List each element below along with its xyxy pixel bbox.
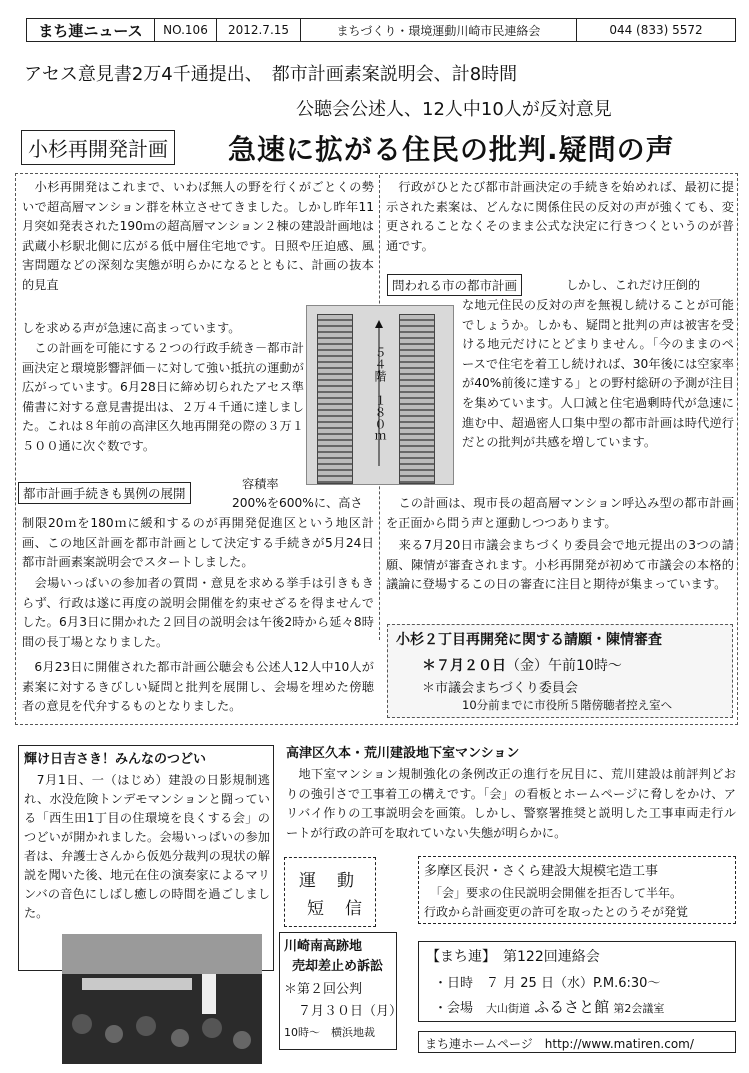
hearing-notice-box xyxy=(387,624,733,718)
left-paragraph-1-top: 小杉再開発はこれまで、いわば無人の野を行くがごとくの勢いで超高層マンション群を林立させてきました。しかし昨年11月突如発表された190ｍの超高層マンション２棟の建設計画地は武蔵小杉駅北側に広がる低中層住宅地です。日照や圧迫感、風害問題などの深刻な実態が明らかになるとともに、計画の抜本的見直 xyxy=(22,180,374,292)
hearing-time: ＊７月２０日（金）午前10時～ xyxy=(422,658,622,674)
left-paragraph-5: 6月23日に開催された都市計画公聴会も公述人12人中10人が素案に対するきびしい疑問と批判を展開し、会場を埋めた傍聴者の意見を代弁するものとなりました。 xyxy=(22,660,374,714)
left-paragraph-3-body: 制限20ｍを180ｍに緩和するのが再開発促進区という地区計画、この地区計画を都市計画として決定する手続きが5月24日都市計画素案説明会でスタートしました。 xyxy=(22,516,374,570)
article-kicker: 小杉再開発計画 xyxy=(21,130,175,165)
hearing-note: 10分前までに市役所５階傍聴者控え室へ xyxy=(462,698,673,712)
issue-number: NO.106 xyxy=(155,19,217,41)
left-paragraph-1-end: しを求める声が急速に高まっています。 xyxy=(22,321,241,335)
hearing-title: 小杉２丁目再開発に関する請願・陳情審査 xyxy=(396,632,662,648)
hearing-venue: ＊市議会まちづくり委員会 xyxy=(422,681,578,696)
right-paragraph-2: な地元住民の反対の声を無視し続けることが可能でしょうか。しかも、疑問と批判の声は被害を受ける地元だけにとどまりません。「今のままのペースで住宅を着工し続ければ、30年後には空家率が40%前後に達する」との野村総研の予測が注目を集めています。人口減と住宅過剰時代が急速に進む中、超過密人口集中型の都市計画は時代逆行だとの批判が共感を増しています。 xyxy=(462,298,734,450)
right-paragraph-2-start: しかし、これだけ圧倒的 xyxy=(566,278,701,292)
tower-right xyxy=(399,314,435,484)
lawsuit-title-1: 川崎南高跡地 xyxy=(284,939,363,954)
newsletter-name: まち連ニュース xyxy=(27,19,155,41)
headline-line1: アセス意見書2万4千通提出、 都市計画素案説明会、計8時間 xyxy=(24,64,518,85)
phone-number: 044 (833) 5572 xyxy=(609,23,703,37)
headline-line2: 公聴会公述人、12人中10人が反対意見 xyxy=(296,99,612,120)
masthead xyxy=(26,18,736,42)
lawsuit-place: 10時～ 横浜地裁 xyxy=(284,1026,375,1039)
left-paragraph-3-cont: 200%を600%に、高さ xyxy=(232,496,363,510)
takatsu-text: 地下室マンション規制強化の条例改正の進行を尻目に、荒川建設は前評判どおりの強引さで工事着工の構えです。「会」の看板とホームページに脅しをかけ、アリバイ作りの工事説明会を画策。しかし、警察署推奨と説明した工事車両走行ルートが行政の許可を取れていない失態が明らかに。 xyxy=(286,767,736,840)
organization-name: まちづくり・環境運動川崎市民連絡会 xyxy=(301,19,577,41)
gathering-photo xyxy=(62,934,262,1064)
short-news-line2: 短 信 xyxy=(307,899,364,919)
left-paragraph-4: 会場いっぱいの参加者の質問・意見を求める挙手は引きもきらず、行政は遂に再度の説明会開催を約束せざるを得ませんでした。6月3日に開かれた２回目の説明会は午後2時から延々8時間の長丁場となりました。 xyxy=(22,576,374,649)
tama-text: 「会」要求の住民説明会開催を拒否して半年。 行政から計画変更の許可を取ったとのうそが発覚 xyxy=(424,886,689,919)
homepage-link[interactable]: まち連ホームページ http://www.matiren.com/ xyxy=(418,1031,736,1053)
tower-left xyxy=(317,314,353,484)
building-rendering xyxy=(306,305,454,485)
short-news-line1: 運 動 xyxy=(299,871,356,891)
meeting-venue: ・会場 大山街道 ふるさと館 第2会議室 xyxy=(434,998,665,1016)
right-paragraph-1: 行政がひとたび都市計画決定の手続きを始めれば、最初に提示された素案は、どんなに関係住民の反対の声が強くても、変更されることなくそのまま公式な決定に行きつくというのが普通です。 xyxy=(386,180,734,253)
issue-date: 2012.7.15 xyxy=(217,19,301,41)
takatsu-title: 高津区久本・荒川建設地下室マンション xyxy=(286,746,520,761)
section-label-procedure: 都市計画手続きも異例の展開 xyxy=(18,482,191,504)
tama-title: 多摩区長沢・さくら建設大規模宅造工事 xyxy=(424,864,659,879)
lawsuit-title-2: 売却差止め訴訟 xyxy=(292,959,384,974)
right-paragraph-4: 来る7月20日市議会まちづくり委員会で地元提出の3つの請願、陳情が審査されます。小杉再開発が初めて市議会の本格的議論に登場するこの日の審査に注目と期待が集まっています。 xyxy=(386,538,734,592)
main-headline: 急速に拡がる住民の批判.疑問の声 xyxy=(228,133,675,166)
short-news-badge xyxy=(284,857,376,927)
lawsuit-hearing: ＊第２回公判 xyxy=(284,982,363,997)
section-label-city-planning: 問われる市の都市計画 xyxy=(387,274,522,296)
lawsuit-date: ７月３０日（月） xyxy=(298,1004,403,1019)
height-label: ５４階 １８０ｍ xyxy=(373,346,387,442)
festival-text: 7月1日、一（はじめ）建設の日影規制逃れ、水没危険トンデモマンションと闘っている「西生田1丁目の住環境を良くする会」のつどいが開かれました。会場いっぱいの参加者は、弁護士さんから仮処分裁判の現状の解説を聞いた後、地元在住の演奏家によるマリンバの音色にしばし癒しの時間を過ごしました。 xyxy=(24,773,270,920)
left-paragraph-3-start: 容積率 xyxy=(242,477,279,491)
right-paragraph-3: この計画は、現市長の超高層マンション呼込み型の都市計画を正面から問う声と運動しつつあります。 xyxy=(386,496,734,530)
meeting-date: ・日時 ７ 月 25 日（水）P.M.6:30～ xyxy=(434,976,661,991)
festival-title: 輝け日吉さき！みんなのつどい xyxy=(24,752,207,767)
meeting-title: 【まち連】 第122回連絡会 xyxy=(426,949,600,965)
left-paragraph-2: この計画を可能にする２つの行政手続き－都市計画決定と環境影響評価－に対して強い抵抗の運動が広がっています。6月28日に締め切られたアセス準備書に対する意見書提出は、２万４千通に達しました。これは８年前の高津区久地再開発の際の３万１５００通に次ぐ数です。 xyxy=(22,341,304,453)
